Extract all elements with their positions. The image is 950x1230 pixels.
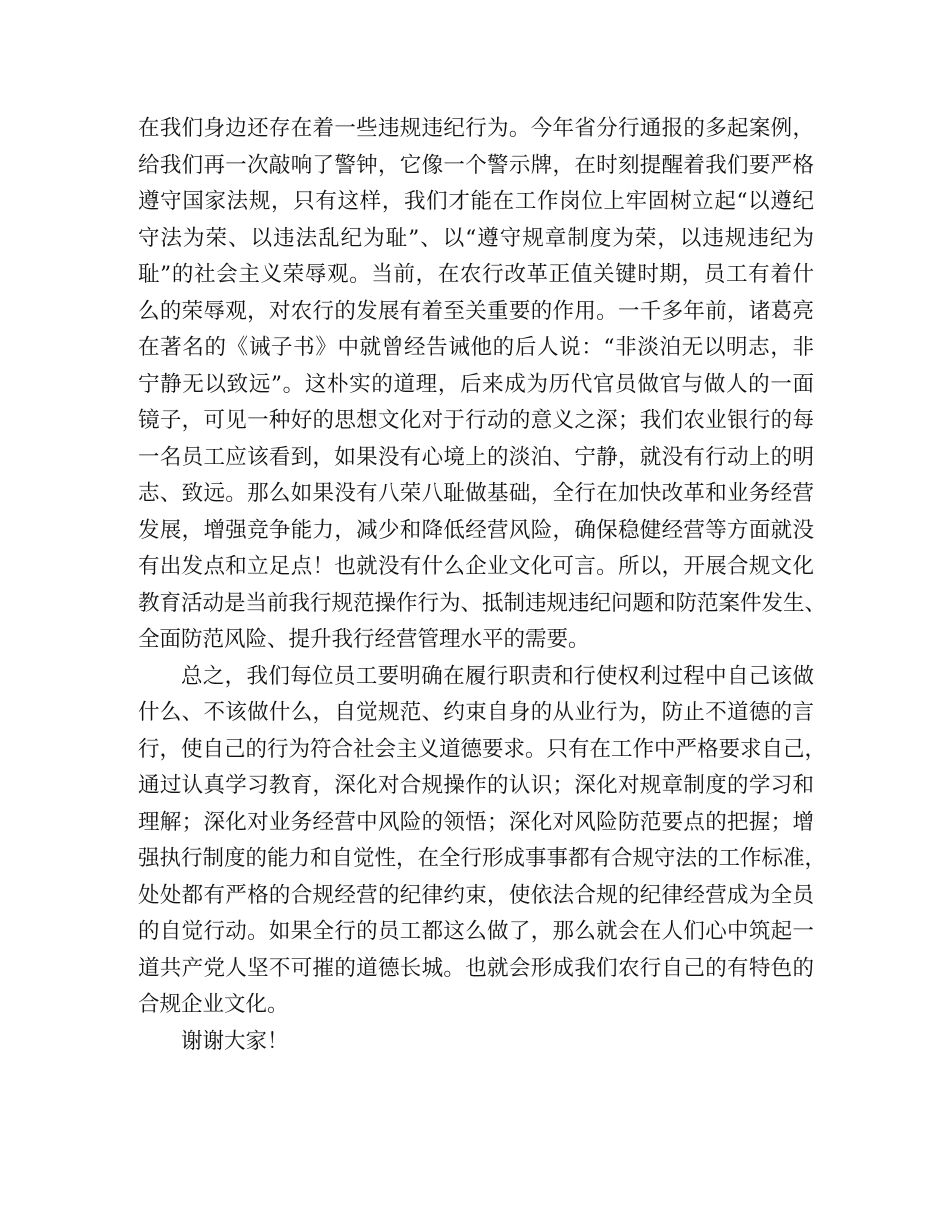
paragraph-2 — [138, 659, 827, 1024]
paragraph-1 — [138, 111, 827, 659]
text-line: 么的荣辱观，对农行的发展有着至关重要的作用。一千多年前，诸葛亮 — [138, 298, 814, 324]
text-line: 教育活动是当前我行规范操作行为、抵制违规违纪问题和防范案件发生、 — [138, 590, 827, 616]
text-line: 给我们再一次敲响了警钟，它像一个警示牌，在时刻提醒着我们要严格 — [138, 152, 814, 178]
text-line: 宁静无以致远”。这朴实的道理，后来成为历代官员做官与做人的一面 — [138, 371, 814, 397]
text-line: 守法为荣、以违法乱纪为耻”、以“遵守规章制度为荣，以违规违纪为 — [138, 225, 814, 251]
text-line: 全面防范风险、提升我行经营管理水平的需要。 — [138, 627, 590, 652]
text-line: 行，使自己的行为符合社会主义道德要求。只有在工作中严格要求自己， — [138, 736, 827, 762]
closing-line: 谢谢大家！ — [181, 1028, 289, 1054]
text-line: 的自觉行动。如果全行的员工都这么做了，那么就会在人们心中筑起一 — [138, 919, 814, 944]
text-line: 在著名的《诫子书》中就曾经告诫他的后人说：“非淡泊无以明志，非 — [138, 335, 814, 360]
text-line: 一名员工应该看到，如果没有心境上的淡泊、宁静，就没有行动上的明 — [138, 444, 814, 470]
text-line: 处处都有严格的合规经营的纪律约束，使依法合规的纪律经营成为全员 — [138, 882, 814, 908]
text-line: 总之，我们每位员工要明确在履行职责和行使权利过程中自己该做 — [181, 663, 814, 689]
text-line: 什么、不该做什么，自觉规范、约束自身的从业行为，防止不道德的言 — [138, 700, 814, 725]
text-line: 有出发点和立足点！也就没有什么企业文化可言。所以，开展合规文化 — [138, 554, 814, 579]
text-line: 道共产党人坚不可摧的道德长城。也就会形成我们农行自己的有特色的 — [138, 955, 814, 981]
text-line: 发展，增强竞争能力，减少和降低经营风险，确保稳健经营等方面就没 — [138, 517, 814, 543]
text-line: 强执行制度的能力和自觉性，在全行形成事事都有合规守法的工作标准， — [138, 846, 827, 871]
paragraph-3 — [138, 1024, 814, 1061]
text-line: 合规企业文化。 — [138, 992, 289, 1017]
text-line: 通过认真学习教育，深化对合规操作的认识；深化对规章制度的学习和 — [138, 773, 814, 798]
text-line: 在我们身边还存在着一些违规违纪行为。今年省分行通报的多起案例， — [138, 116, 814, 141]
text-line: 志、致远。那么如果没有八荣八耻做基础，全行在加快改革和业务经营 — [138, 481, 814, 506]
text-line: 镜子，可见一种好的思想文化对于行动的意义之深；我们农业银行的每 — [138, 408, 814, 433]
text-line: 遵守国家法规，只有这样，我们才能在工作岗位上牢固树立起“以遵纪 — [138, 189, 814, 214]
document-body — [138, 111, 827, 1060]
text-line: 理解；深化对业务经营中风险的领悟；深化对风险防范要点的把握；增 — [138, 809, 814, 835]
text-line: 耻”的社会主义荣辱观。当前，在农行改革正值关键时期，员工有着什 — [138, 262, 814, 287]
